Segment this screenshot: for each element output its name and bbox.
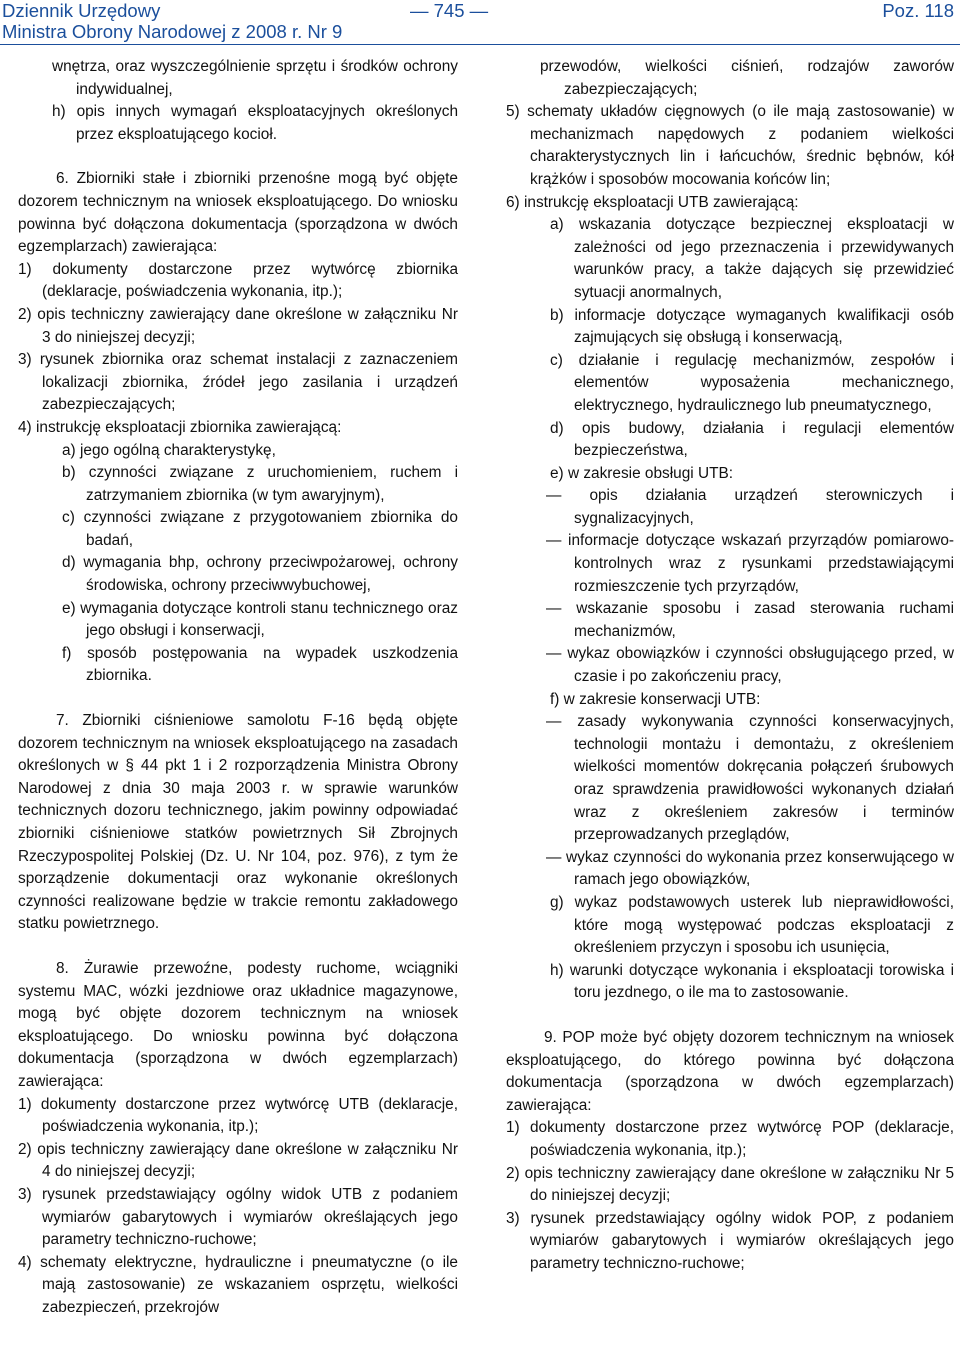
paragraph: — wykaz obowiązków i czynności obsługującego przed, w czasie i po zakończeniu pracy, [546,645,954,686]
paragraph: — zasady wykonywania czynności konserwacyjnych, technologii montażu i demontażu, z określeniem wielkości momentów dokręcania połączeń śrubowych oraz sprawdzenia prawidłowości wykonanych działań wraz z określeniem zakresów i terminów przeprowadzanych przeglądów, [546,713,954,844]
paragraph: 7. Zbiorniki ciśnieniowe samolotu F-16 będą objęte dozorem technicznym na wniosek eksploatującego na zasadach określonych w § 44 pkt 1 i 2 rozporządzenia Ministra Obrony Narodowej z dnia 30 maja 2003 r. w sprawie warunków technicznych dozoru technicznego, jakim powinny odpowiadać zbiorniki ciśnieniowe statków powietrznych Sił Zbrojnych Rzeczypospolitej Polskiej (Dz. U. Nr 104, poz. 976), z tym że sporządzenie dokumentacji oraz wykonanie określonych czynności realizowane będzie w trakcie remontu zakładowego statku powietrznego. [18,712,458,933]
paragraph: f) sposób postępowania na wypadek uszkodzenia zbiornika. [62,644,458,685]
position-number: Poz. 118 [882,0,954,21]
left-column [18,56,458,1319]
paragraph: 4) instrukcję eksploatacji zbiornika zawierającą: [18,418,342,436]
paragraph: 2) opis techniczny zawierający dane określone w załączniku Nr 3 do niniejszej decyzji; [18,305,458,346]
paragraph: 1) dokumenty dostarczone przez wytwórcę UTB (deklaracje, poświadczenia wykonania, itp.); [18,1095,458,1136]
paragraph: 9. POP może być objęty dozorem technicznym na wniosek eksploatującego, do którego powinna być dołączona dokumentacja (sporządzona w dwóch egzemplarzach) zawierająca: [506,1028,954,1114]
right-column [506,56,954,1275]
page-number: — 745 — [410,0,489,21]
paragraph: 5) schematy układów cięgnowych (o ile mają zastosowanie) w mechanizmach napędowych z podaniem wielkości charakterystycznych lin i łańcuchów, średnic bębnów, kół krążków i sposobów mocowania końców lin; [506,103,954,188]
paragraph: 3) rysunek przedstawiający ogólny widok UTB z podaniem wymiarów gabarytowych i wymiarów określających jego parametry techniczno-ruchowe; [18,1185,458,1249]
paragraph: 6) instrukcję eksploatacji UTB zawierającą: [506,193,799,211]
paragraph: 2) opis techniczny zawierający dane określone w załączniku Nr 5 do niniejszej decyzji; [506,1164,954,1205]
paragraph: 4) schematy elektryczne, hydrauliczne i pneumatyczne (o ile mają zastosowanie) ze wskazaniem osprzętu, wielkości zabezpieczeń, przekrojów [18,1253,458,1316]
paragraph: 6. Zbiorniki stałe i zbiorniki przenośne mogą być objęte dozorem technicznym na wniosek eksploatującego. Do wniosku powinna być dołączona dokumentacja (sporządzona w dwóch egzemplarzach) zawierająca: [18,170,458,256]
paragraph: b) czynności związane z uruchomieniem, ruchem i zatrzymaniem zbiornika (w tym awaryjnym), [62,464,458,504]
paragraph: c) działanie i regulację mechanizmów, zespołów i elementów wyposażenia mechanicznego, elektrycznego, hydraulicznego lub pneumatycznego, [550,351,954,414]
paragraph: d) opis budowy, działania i regulacji elementów bezpieczeństwa, [550,419,954,460]
paragraph: 3) rysunek przedstawiający ogólny widok POP, z podaniem wymiarów gabarytowych i wymiarów określających jego parametry techniczno-ruchowe; [506,1209,954,1272]
paragraph: 1) dokumenty dostarczone przez wytwórcę POP (deklaracje, poświadczenia wykonania, itp.); [506,1119,954,1159]
issuer-line: Ministra Obrony Narodowej z 2008 r. Nr 9 [2,21,343,42]
paragraph: f) w zakresie konserwacji UTB: [550,690,761,708]
page-header [0,0,960,44]
paragraph: a) wskazania dotyczące bezpiecznej eksploatacji w zależności od jego przeznaczenia i przewidywanych warunków pracy, a także dających się przewidzieć sytuacji anormalnych, [550,216,954,301]
paragraph: — informacje dotyczące wskazań przyrządów pomiarowo-kontrolnych wraz z rysunkami przedstawiającymi rozmieszczenie tych przyrządów, [546,532,954,595]
paragraph: h) opis innych wymagań eksploatacyjnych określonych przez eksploatującego kocioł. [52,103,458,143]
paragraph: wnętrza, oraz wyszczególnienie sprzętu i środków ochrony indywidualnej, [52,58,458,98]
paragraph: g) wykaz podstawowych usterek lub nieprawidłowości, które mogą występować podczas eksploatacji z określeniem przyczyn i sposobu ich usunięcia, [550,893,954,957]
paragraph: h) warunki dotyczące wykonania i eksploatacji torowiska i toru jezdnego, o ile ma to zastosowanie. [550,961,954,1002]
paragraph: b) informacje dotyczące wymaganych kwalifikacji osób zajmujących się obsługą i konserwacją, [550,306,954,347]
paragraph: przewodów, wielkości ciśnień, rodzajów zaworów zabezpieczających; [540,58,954,98]
paragraph: e) wymagania dotyczące kontroli stanu technicznego oraz jego obsługi i konserwacji, [62,599,458,640]
paragraph: — opis działania urządzeń sterowniczych i sygnalizacyjnych, [546,487,954,527]
paragraph: d) wymagania bhp, ochrony przeciwpożarowej, ochrony środowiska, ochrony przeciwwybuchowej, [62,554,458,595]
journal-title: Dziennik Urzędowy [2,0,161,21]
paragraph: — wskazanie sposobu i zasad sterowania ruchami mechanizmów, [546,600,954,640]
paragraph: c) czynności związane z przygotowaniem zbiornika do badań, [62,509,458,549]
header-divider [0,44,960,45]
paragraph: a) jego ogólną charakterystykę, [62,441,276,459]
paragraph: e) w zakresie obsługi UTB: [550,464,734,482]
paragraph: 1) dokumenty dostarczone przez wytwórcę zbiornika (deklaracje, poświadczenia wykonania, itp.); [18,260,458,301]
paragraph: 3) rysunek zbiornika oraz schemat instalacji z zaznaczeniem lokalizacji zbiornika, źródeł jego zasilania i urządzeń zabezpieczających; [18,351,458,414]
paragraph: 8. Żurawie przewoźne, podesty ruchome, wciągniki systemu MAC, wózki jezdniowe oraz układnice magazynowe, mogą być objęte dozorem technicznym na wniosek eksploatującego. Do wniosku powinna być dołączona dokumentacja (sporządzona w dwóch egzemplarzach) zawierająca: [18,959,458,1090]
paragraph: 2) opis techniczny zawierający dane określone w załączniku Nr 4 do niniejszej decyzji; [18,1140,458,1181]
paragraph: — wykaz czynności do wykonania przez konserwującego w ramach jego obowiązków, [546,848,954,889]
